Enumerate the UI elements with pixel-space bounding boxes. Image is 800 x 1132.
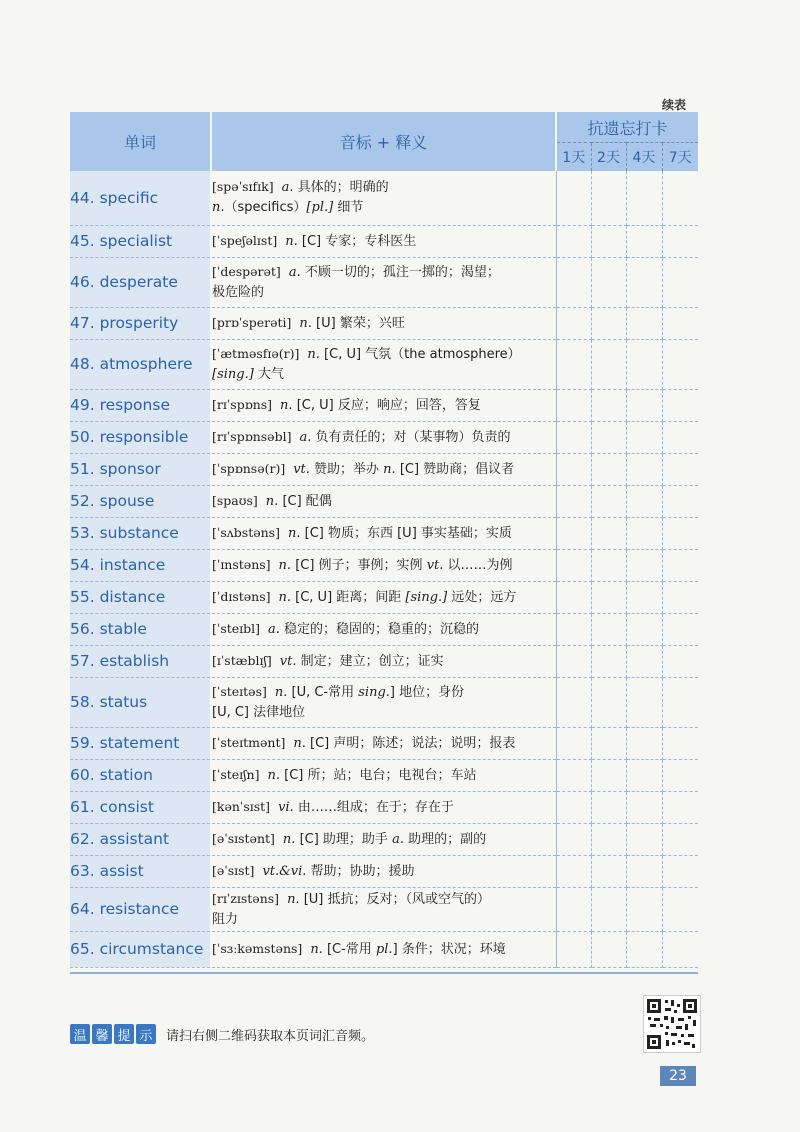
meaning-line bbox=[212, 682, 556, 703]
definition-text: [U, C] 法律地位 bbox=[212, 704, 306, 720]
definition-text: [C] 赞助商；倡议者 bbox=[395, 461, 515, 477]
review-checkbox-cell[interactable] bbox=[591, 931, 626, 967]
definition-text: [C] 配偶 bbox=[278, 493, 332, 509]
review-checkbox-cell[interactable] bbox=[556, 887, 591, 931]
meaning-cell bbox=[211, 823, 556, 855]
review-checkbox-cell[interactable] bbox=[591, 677, 626, 727]
table-row bbox=[70, 339, 698, 389]
table-bottom-rule bbox=[70, 972, 698, 974]
table-row bbox=[70, 613, 698, 645]
header-day-7: 7天 bbox=[662, 143, 698, 172]
part-of-speech: n. bbox=[310, 941, 323, 957]
review-checkbox-cell[interactable] bbox=[591, 727, 626, 759]
meaning-line bbox=[212, 555, 556, 576]
review-checkbox-cell[interactable] bbox=[626, 225, 662, 257]
phonetic: [ˈspɒnsə(r)] bbox=[212, 460, 286, 476]
review-checkbox-cell[interactable] bbox=[556, 421, 591, 453]
tip-badge: 提 bbox=[114, 1024, 134, 1044]
review-checkbox-cell[interactable] bbox=[662, 421, 698, 453]
part-of-speech: n. bbox=[278, 557, 292, 573]
review-checkbox-cell[interactable] bbox=[556, 581, 591, 613]
meaning-cell bbox=[211, 727, 556, 759]
definition-text: 以……为例 bbox=[443, 557, 513, 573]
meaning-line bbox=[212, 427, 556, 448]
review-checkbox-cell[interactable] bbox=[626, 421, 662, 453]
part-of-speech: a. bbox=[392, 831, 404, 847]
part-of-speech: n. bbox=[307, 346, 320, 362]
review-checkbox-cell[interactable] bbox=[556, 677, 591, 727]
review-checkbox-cell[interactable] bbox=[626, 677, 662, 727]
part-of-speech: n. bbox=[267, 767, 280, 783]
definition-text: 大气 bbox=[253, 366, 284, 382]
tip-bar bbox=[70, 1023, 374, 1045]
tip-text: 请扫右侧二维码获取本页词汇音频。 bbox=[166, 1028, 375, 1044]
meaning-cell bbox=[211, 307, 556, 339]
review-checkbox-cell[interactable] bbox=[556, 727, 591, 759]
meaning-line bbox=[212, 177, 556, 198]
phonetic: [kənˈsɪst] bbox=[212, 798, 271, 814]
review-checkbox-cell[interactable] bbox=[662, 645, 698, 677]
review-checkbox-cell[interactable] bbox=[556, 549, 591, 581]
meaning-line bbox=[212, 651, 556, 672]
table-row bbox=[70, 485, 698, 517]
part-of-speech: [sing.] bbox=[212, 366, 254, 382]
definition-text: [U, C-常用 bbox=[287, 684, 359, 700]
definition-text: 极危险的 bbox=[212, 284, 265, 300]
meaning-line bbox=[212, 829, 556, 850]
part-of-speech: a. bbox=[268, 621, 280, 637]
review-checkbox-cell[interactable] bbox=[626, 887, 662, 931]
review-checkbox-cell[interactable] bbox=[662, 485, 698, 517]
meaning-line bbox=[212, 198, 556, 218]
phonetic: [ˈɪnstəns] bbox=[212, 556, 271, 572]
phonetic: [ɪˈstæblɪʃ] bbox=[212, 652, 272, 668]
meaning-line bbox=[212, 765, 556, 786]
review-checkbox-cell[interactable] bbox=[662, 549, 698, 581]
review-checkbox-cell[interactable] bbox=[662, 171, 698, 225]
review-checkbox-cell[interactable] bbox=[626, 307, 662, 339]
review-checkbox-cell[interactable] bbox=[556, 931, 591, 967]
review-checkbox-cell[interactable] bbox=[591, 421, 626, 453]
part-of-speech: n. bbox=[212, 200, 225, 216]
meaning-line bbox=[212, 283, 556, 303]
review-checkbox-cell[interactable] bbox=[591, 791, 626, 823]
word-cell: 46. desperate bbox=[70, 257, 211, 307]
table-row bbox=[70, 517, 698, 549]
definition-text: 稳定的；稳固的；稳重的；沉稳的 bbox=[279, 621, 480, 637]
meaning-cell bbox=[211, 645, 556, 677]
word-cell: 51. sponsor bbox=[70, 453, 211, 485]
review-checkbox-cell[interactable] bbox=[626, 823, 662, 855]
definition-text: 不顾一切的；孤注一掷的；渴望； bbox=[300, 264, 500, 280]
part-of-speech: [pl.] bbox=[306, 200, 334, 216]
word-cell: 62. assistant bbox=[70, 823, 211, 855]
review-checkbox-cell[interactable] bbox=[626, 549, 662, 581]
meaning-line bbox=[212, 491, 556, 512]
review-checkbox-cell[interactable] bbox=[626, 645, 662, 677]
review-checkbox-cell[interactable] bbox=[662, 581, 698, 613]
definition-text: [C] 所；站；电台；电视台；车站 bbox=[279, 767, 477, 783]
phonetic: [spaʊs] bbox=[212, 492, 258, 508]
phonetic: [ˈspeʃəlɪst] bbox=[212, 232, 278, 248]
review-checkbox-cell[interactable] bbox=[591, 613, 626, 645]
table-row bbox=[70, 581, 698, 613]
word-cell: 48. atmosphere bbox=[70, 339, 211, 389]
word-cell: 64. resistance bbox=[70, 887, 211, 931]
table-row bbox=[70, 307, 698, 339]
definition-text: ] 地位；身份 bbox=[389, 684, 465, 700]
part-of-speech: n. bbox=[285, 233, 298, 249]
meaning-cell bbox=[211, 257, 556, 307]
phonetic: [rɪˈzɪstəns] bbox=[212, 890, 280, 906]
part-of-speech: n. bbox=[280, 397, 293, 413]
meaning-cell bbox=[211, 517, 556, 549]
part-of-speech: n. bbox=[278, 589, 292, 605]
table-row bbox=[70, 931, 698, 967]
word-cell: 56. stable bbox=[70, 613, 211, 645]
word-cell: 60. station bbox=[70, 759, 211, 791]
definition-text: 帮助；协助；援助 bbox=[306, 863, 415, 879]
table-row bbox=[70, 257, 698, 307]
table-row bbox=[70, 171, 698, 225]
tip-badge: 温 bbox=[70, 1024, 90, 1044]
meaning-line bbox=[212, 939, 556, 960]
header-day-1: 1天 bbox=[556, 143, 591, 172]
review-checkbox-cell[interactable] bbox=[556, 517, 591, 549]
table-row bbox=[70, 759, 698, 791]
review-checkbox-cell[interactable] bbox=[591, 581, 626, 613]
meaning-line bbox=[212, 733, 556, 754]
meaning-line bbox=[212, 619, 556, 640]
review-checkbox-cell[interactable] bbox=[626, 613, 662, 645]
definition-text: [C] 助理；助手 bbox=[295, 831, 393, 847]
phonetic: [ˈsɜːkəmstəns] bbox=[212, 940, 303, 956]
table-row bbox=[70, 887, 698, 931]
meaning-line bbox=[212, 889, 556, 910]
phonetic: [ˈsteɪtmənt] bbox=[212, 734, 286, 750]
table-row bbox=[70, 421, 698, 453]
table-row bbox=[70, 855, 698, 887]
review-checkbox-cell[interactable] bbox=[556, 485, 591, 517]
phonetic: [prɒˈsperəti] bbox=[212, 314, 292, 330]
review-checkbox-cell[interactable] bbox=[591, 855, 626, 887]
review-checkbox-cell[interactable] bbox=[591, 225, 626, 257]
table-row bbox=[70, 645, 698, 677]
definition-text: 远处；远方 bbox=[447, 589, 517, 605]
meaning-line bbox=[212, 587, 556, 608]
review-checkbox-cell[interactable] bbox=[556, 791, 591, 823]
review-checkbox-cell[interactable] bbox=[591, 645, 626, 677]
phonetic: [ˈdɪstəns] bbox=[212, 588, 271, 604]
part-of-speech: vt. bbox=[426, 557, 444, 573]
meaning-line bbox=[212, 231, 556, 252]
part-of-speech: n. bbox=[299, 315, 312, 331]
word-cell: 61. consist bbox=[70, 791, 211, 823]
part-of-speech: n. bbox=[274, 684, 288, 700]
table-row bbox=[70, 823, 698, 855]
definition-text: [U] 抵抗；反对；（风或空气的） bbox=[299, 891, 491, 907]
review-checkbox-cell[interactable] bbox=[626, 791, 662, 823]
review-checkbox-cell[interactable] bbox=[626, 931, 662, 967]
meaning-line bbox=[212, 365, 556, 385]
review-checkbox-cell[interactable] bbox=[591, 485, 626, 517]
review-checkbox-cell[interactable] bbox=[662, 677, 698, 727]
review-checkbox-cell[interactable] bbox=[662, 389, 698, 421]
definition-text: [C, U] 距离；间距 bbox=[291, 589, 406, 605]
word-cell: 55. distance bbox=[70, 581, 211, 613]
word-cell: 57. establish bbox=[70, 645, 211, 677]
word-cell: 52. spouse bbox=[70, 485, 211, 517]
definition-text: 助理的；副的 bbox=[403, 831, 487, 847]
definition-text: 由……组成；在于；存在于 bbox=[293, 799, 454, 815]
tip-badge: 馨 bbox=[92, 1024, 112, 1044]
review-checkbox-cell[interactable] bbox=[626, 171, 662, 225]
vocab-table bbox=[70, 112, 698, 968]
review-checkbox-cell[interactable] bbox=[591, 759, 626, 791]
header-day-4: 4天 bbox=[626, 143, 662, 172]
word-cell: 49. response bbox=[70, 389, 211, 421]
part-of-speech: vt.&vi. bbox=[262, 863, 307, 879]
review-checkbox-cell[interactable] bbox=[556, 645, 591, 677]
definition-text: [C] 专家；专科医生 bbox=[297, 233, 417, 249]
definition-text: 具体的；明确的 bbox=[293, 180, 389, 196]
header-meaning: 音标 + 释义 bbox=[211, 112, 556, 171]
meaning-cell bbox=[211, 421, 556, 453]
review-checkbox-cell[interactable] bbox=[591, 453, 626, 485]
phonetic: [ˈsteɪbl] bbox=[212, 620, 261, 636]
meaning-line bbox=[212, 459, 556, 480]
review-checkbox-cell[interactable] bbox=[662, 517, 698, 549]
review-checkbox-cell[interactable] bbox=[626, 453, 662, 485]
phonetic: [əˈsɪstənt] bbox=[212, 830, 275, 846]
review-checkbox-cell[interactable] bbox=[556, 339, 591, 389]
review-checkbox-cell[interactable] bbox=[591, 823, 626, 855]
word-cell: 53. substance bbox=[70, 517, 211, 549]
review-checkbox-cell[interactable] bbox=[591, 549, 626, 581]
part-of-speech: vt. bbox=[279, 653, 297, 669]
word-cell: 44. specific bbox=[70, 171, 211, 225]
table-row bbox=[70, 389, 698, 421]
phonetic: [əˈsɪst] bbox=[212, 862, 255, 878]
word-cell: 54. instance bbox=[70, 549, 211, 581]
part-of-speech: a. bbox=[299, 429, 312, 445]
review-checkbox-cell[interactable] bbox=[556, 613, 591, 645]
review-checkbox-cell[interactable] bbox=[626, 855, 662, 887]
continued-label: 续表 bbox=[661, 98, 686, 112]
meaning-line bbox=[212, 910, 556, 930]
part-of-speech: n. bbox=[293, 735, 306, 751]
review-checkbox-cell[interactable] bbox=[662, 791, 698, 823]
word-cell: 45. specialist bbox=[70, 225, 211, 257]
review-checkbox-cell[interactable] bbox=[662, 339, 698, 389]
tip-badge: 示 bbox=[136, 1024, 156, 1044]
meaning-line bbox=[212, 523, 556, 544]
definition-text: [C-常用 bbox=[322, 941, 376, 957]
review-checkbox-cell[interactable] bbox=[556, 307, 591, 339]
meaning-line bbox=[212, 395, 556, 416]
qr-code bbox=[643, 995, 701, 1053]
definition-text: 负有责任的；对（某事物）负责的 bbox=[311, 429, 511, 445]
word-cell: 63. assist bbox=[70, 855, 211, 887]
page-number: 23 bbox=[660, 1066, 696, 1086]
meaning-cell bbox=[211, 887, 556, 931]
review-checkbox-cell[interactable] bbox=[556, 171, 591, 225]
meaning-cell bbox=[211, 855, 556, 887]
part-of-speech: n. bbox=[287, 525, 301, 541]
meaning-line bbox=[212, 344, 556, 365]
meaning-cell bbox=[211, 581, 556, 613]
review-checkbox-cell[interactable] bbox=[591, 339, 626, 389]
table-row bbox=[70, 453, 698, 485]
part-of-speech: n. bbox=[282, 831, 296, 847]
phonetic: [ˈsteɪtəs] bbox=[212, 683, 267, 699]
meaning-cell bbox=[211, 339, 556, 389]
meaning-cell bbox=[211, 549, 556, 581]
table-row bbox=[70, 677, 698, 727]
definition-text: [C, U] 气氛（the atmosphere） bbox=[319, 346, 521, 362]
review-checkbox-cell[interactable] bbox=[662, 727, 698, 759]
part-of-speech: a. bbox=[288, 264, 301, 280]
review-checkbox-cell[interactable] bbox=[662, 225, 698, 257]
meaning-cell bbox=[211, 389, 556, 421]
review-checkbox-cell[interactable] bbox=[591, 517, 626, 549]
meaning-line bbox=[212, 313, 556, 334]
definition-text: （specifics） bbox=[224, 200, 307, 216]
header-word: 单词 bbox=[70, 112, 211, 171]
review-checkbox-cell[interactable] bbox=[556, 855, 591, 887]
meaning-cell bbox=[211, 171, 556, 225]
part-of-speech: n. bbox=[287, 891, 300, 907]
table-row bbox=[70, 727, 698, 759]
review-checkbox-cell[interactable] bbox=[591, 257, 626, 307]
meaning-cell bbox=[211, 931, 556, 967]
phonetic: [rɪˈspɒnsəbl] bbox=[212, 428, 292, 444]
review-checkbox-cell[interactable] bbox=[591, 887, 626, 931]
definition-text: ] 条件；状况；环境 bbox=[392, 941, 506, 957]
word-cell: 59. statement bbox=[70, 727, 211, 759]
meaning-cell bbox=[211, 791, 556, 823]
meaning-line bbox=[212, 262, 556, 283]
review-checkbox-cell[interactable] bbox=[556, 453, 591, 485]
meaning-cell bbox=[211, 225, 556, 257]
review-checkbox-cell[interactable] bbox=[662, 887, 698, 931]
review-checkbox-cell[interactable] bbox=[662, 257, 698, 307]
phonetic: [ˈsʌbstəns] bbox=[212, 524, 280, 540]
meaning-cell bbox=[211, 759, 556, 791]
header-day-2: 2天 bbox=[591, 143, 626, 172]
review-checkbox-cell[interactable] bbox=[626, 727, 662, 759]
part-of-speech: n. bbox=[383, 461, 396, 477]
definition-text: [U] 繁荣；兴旺 bbox=[311, 315, 405, 331]
review-checkbox-cell[interactable] bbox=[662, 613, 698, 645]
table-row bbox=[70, 549, 698, 581]
part-of-speech: vi. bbox=[278, 799, 294, 815]
review-checkbox-cell[interactable] bbox=[626, 339, 662, 389]
phonetic: [rɪˈspɒns] bbox=[212, 396, 273, 412]
part-of-speech: n. bbox=[265, 493, 279, 509]
definition-text: [C, U] 反应；响应；回答，答复 bbox=[292, 397, 481, 413]
review-checkbox-cell[interactable] bbox=[556, 823, 591, 855]
review-checkbox-cell[interactable] bbox=[662, 823, 698, 855]
word-cell: 50. responsible bbox=[70, 421, 211, 453]
definition-text: [C] 声明；陈述；说法；说明；报表 bbox=[305, 735, 516, 751]
review-checkbox-cell[interactable] bbox=[626, 759, 662, 791]
review-checkbox-cell[interactable] bbox=[662, 307, 698, 339]
definition-text: [C] 物质；东西 [U] 事实基础；实质 bbox=[300, 525, 512, 541]
phonetic: [ˈsteɪʃn] bbox=[212, 766, 260, 782]
review-checkbox-cell[interactable] bbox=[556, 225, 591, 257]
table-row bbox=[70, 791, 698, 823]
word-cell: 47. prosperity bbox=[70, 307, 211, 339]
review-checkbox-cell[interactable] bbox=[556, 257, 591, 307]
header-review: 抗遗忘打卡 bbox=[556, 112, 698, 143]
word-cell: 58. status bbox=[70, 677, 211, 727]
review-checkbox-cell[interactable] bbox=[556, 759, 591, 791]
part-of-speech: pl. bbox=[375, 941, 393, 957]
meaning-line bbox=[212, 861, 556, 882]
phonetic: [ˈdespərət] bbox=[212, 263, 281, 279]
review-checkbox-cell[interactable] bbox=[591, 307, 626, 339]
review-checkbox-cell[interactable] bbox=[662, 453, 698, 485]
review-checkbox-cell[interactable] bbox=[626, 389, 662, 421]
definition-text: [C] 例子；事例；实例 bbox=[291, 557, 427, 573]
definition-text: 阻力 bbox=[212, 911, 239, 927]
review-checkbox-cell[interactable] bbox=[626, 581, 662, 613]
phonetic: [ˈætməsfɪə(r)] bbox=[212, 345, 300, 361]
meaning-cell bbox=[211, 453, 556, 485]
review-checkbox-cell[interactable] bbox=[626, 485, 662, 517]
review-checkbox-cell[interactable] bbox=[591, 389, 626, 421]
qr-code-icon bbox=[644, 996, 700, 1052]
review-checkbox-cell[interactable] bbox=[662, 931, 698, 967]
review-checkbox-cell[interactable] bbox=[591, 171, 626, 225]
part-of-speech: a. bbox=[281, 180, 294, 196]
definition-text: 赞助；举办 bbox=[309, 461, 384, 477]
part-of-speech: [sing.] bbox=[405, 589, 448, 605]
review-checkbox-cell[interactable] bbox=[626, 257, 662, 307]
review-checkbox-cell[interactable] bbox=[662, 855, 698, 887]
meaning-cell bbox=[211, 485, 556, 517]
definition-text: 细节 bbox=[333, 200, 364, 216]
review-checkbox-cell[interactable] bbox=[662, 759, 698, 791]
part-of-speech: vt. bbox=[293, 461, 310, 477]
meaning-cell bbox=[211, 677, 556, 727]
meaning-cell bbox=[211, 613, 556, 645]
word-cell: 65. circumstance bbox=[70, 931, 211, 967]
part-of-speech: sing. bbox=[358, 684, 390, 700]
meaning-line bbox=[212, 703, 556, 723]
meaning-line bbox=[212, 797, 556, 818]
phonetic: [spəˈsɪfɪk] bbox=[212, 179, 274, 195]
review-checkbox-cell[interactable] bbox=[626, 517, 662, 549]
table-row bbox=[70, 225, 698, 257]
review-checkbox-cell[interactable] bbox=[556, 389, 591, 421]
definition-text: 制定；建立；创立；证实 bbox=[296, 653, 444, 669]
